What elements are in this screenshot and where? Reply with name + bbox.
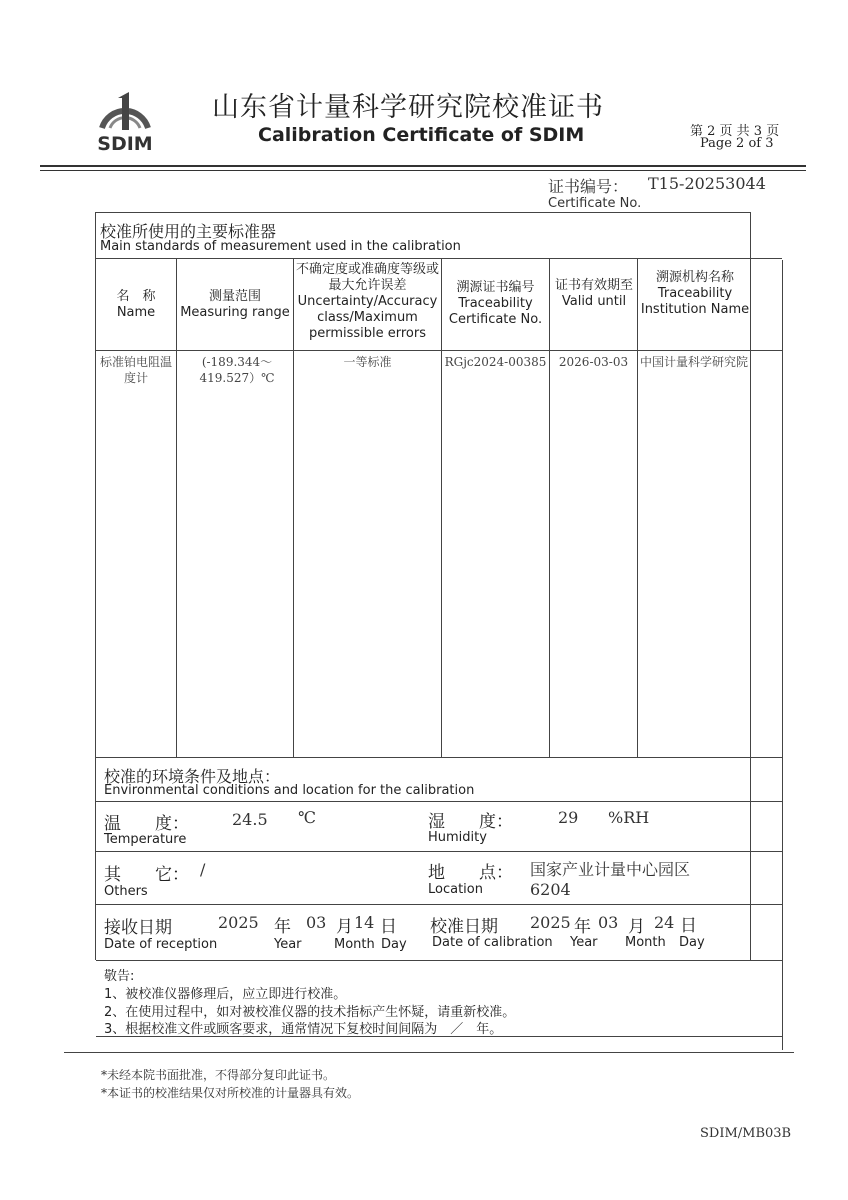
logo-emblem-icon: [92, 88, 158, 134]
others-value: /: [200, 860, 206, 879]
page-number-english: Page 2 of 3: [700, 136, 774, 151]
column-header-valid-until: 证书有效期至 Valid until: [554, 278, 633, 309]
calibration-label: 校准日期: [430, 917, 498, 937]
notice-title: 敬告:: [104, 969, 135, 984]
humidity-label-english: Humidity: [428, 830, 487, 845]
column-header-traceability-no: 溯源证书编号 Traceability Certificate No.: [448, 280, 543, 327]
title-chinese: 山东省计量科学研究院校准证书: [212, 92, 604, 123]
temperature-value: 24.5: [232, 810, 268, 829]
column-header-uncertainty: 不确定度或准确度等级或最大允许误差 Uncertainty/Accuracy class/Maximum permissible errors: [296, 262, 440, 341]
notice-item: 2、在使用过程中，如对被校准仪器的技术指标产生怀疑，请重新校准。: [104, 1005, 516, 1020]
location-value: 国家产业计量中心园区: [530, 860, 691, 879]
column-header-name: 名 称 Name: [116, 289, 156, 320]
reception-month-unit: 月: [336, 917, 353, 937]
reception-day-en: Day: [381, 937, 407, 952]
others-label: 其 它：: [104, 865, 189, 885]
calibration-year-unit: 年: [574, 917, 591, 937]
footer-note: *未经本院书面批准，不得部分复印此证书。: [101, 1068, 336, 1082]
reception-year: 2025: [218, 913, 259, 932]
calibration-month-en: Month: [625, 935, 666, 950]
location-label-english: Location: [428, 882, 483, 897]
cell-institution: 中国计量科学研究院: [640, 355, 749, 369]
reception-year-unit: 年: [274, 917, 291, 937]
reception-label-english: Date of reception: [104, 937, 218, 952]
others-label-english: Others: [104, 884, 148, 899]
title-english: Calibration Certificate of SDIM: [258, 124, 585, 146]
page-number-chinese: 第 2 页 共 3 页: [690, 124, 780, 139]
form-code: SDIM/MB03B: [700, 1126, 792, 1141]
calibration-year: 2025: [530, 913, 571, 932]
location-value-room: 6204: [530, 880, 571, 899]
column-header-range: 测量范围 Measuring range: [180, 289, 290, 320]
logo-text: SDIM: [97, 133, 153, 155]
cell-range: (-189.344～419.527）℃: [199, 355, 275, 385]
header-rule-top: [40, 165, 806, 167]
humidity-value: 29: [558, 808, 579, 827]
calibration-day: 24: [654, 913, 675, 932]
temperature-label: 温 度：: [104, 814, 189, 834]
standards-title-english: Main standards of measurement used in the calibration: [100, 239, 461, 254]
footer-note: *本证书的校准结果仅对所校准的计量器具有效。: [101, 1086, 360, 1100]
reception-day-unit: 日: [380, 917, 397, 937]
reception-month-en: Month: [334, 937, 375, 952]
reception-year-en: Year: [274, 937, 302, 952]
humidity-unit: %RH: [608, 808, 650, 827]
location-label: 地 点：: [428, 863, 513, 883]
calibration-month: 03: [598, 913, 619, 932]
column-header-institution: 溯源机构名称 Traceability Institution Name: [640, 270, 750, 317]
calibration-day-en: Day: [679, 935, 705, 950]
standards-title: 校准所使用的主要标准器: [100, 222, 277, 241]
cell-name: 标准铂电阻温度计: [99, 355, 172, 385]
calibration-day-unit: 日: [680, 916, 697, 936]
reception-day: 14: [354, 913, 375, 932]
notice-item: 3、根据校准文件或顾客要求，通常情况下复校时间间隔为 ／ 年。: [104, 1022, 503, 1037]
cell-valid-until: 2026-03-03: [558, 355, 629, 369]
calibration-label-english: Date of calibration: [432, 935, 553, 950]
reception-label: 接收日期: [104, 918, 172, 938]
environment-title-english: Environmental conditions and location for the calibration: [104, 783, 475, 798]
cell-uncertainty: 一等标准: [343, 355, 392, 369]
environment-title: 校准的环境条件及地点：: [104, 767, 281, 786]
temperature-unit: ℃: [298, 808, 316, 827]
cell-traceability-no: RGjc2024-00385: [444, 355, 547, 369]
humidity-label: 湿 度：: [428, 812, 513, 832]
notice-item: 1、被校准仪器修理后，应立即进行校准。: [104, 987, 347, 1002]
certificate-label: 证书编号：: [548, 177, 629, 196]
certificate-label-english: Certificate No.: [548, 196, 642, 211]
header-rule-bottom: [40, 170, 806, 171]
certificate-number: T15-20253044: [648, 174, 766, 193]
reception-month: 03: [306, 913, 327, 932]
temperature-label-english: Temperature: [104, 832, 187, 847]
calibration-year-en: Year: [570, 935, 598, 950]
calibration-month-unit: 月: [628, 917, 645, 937]
